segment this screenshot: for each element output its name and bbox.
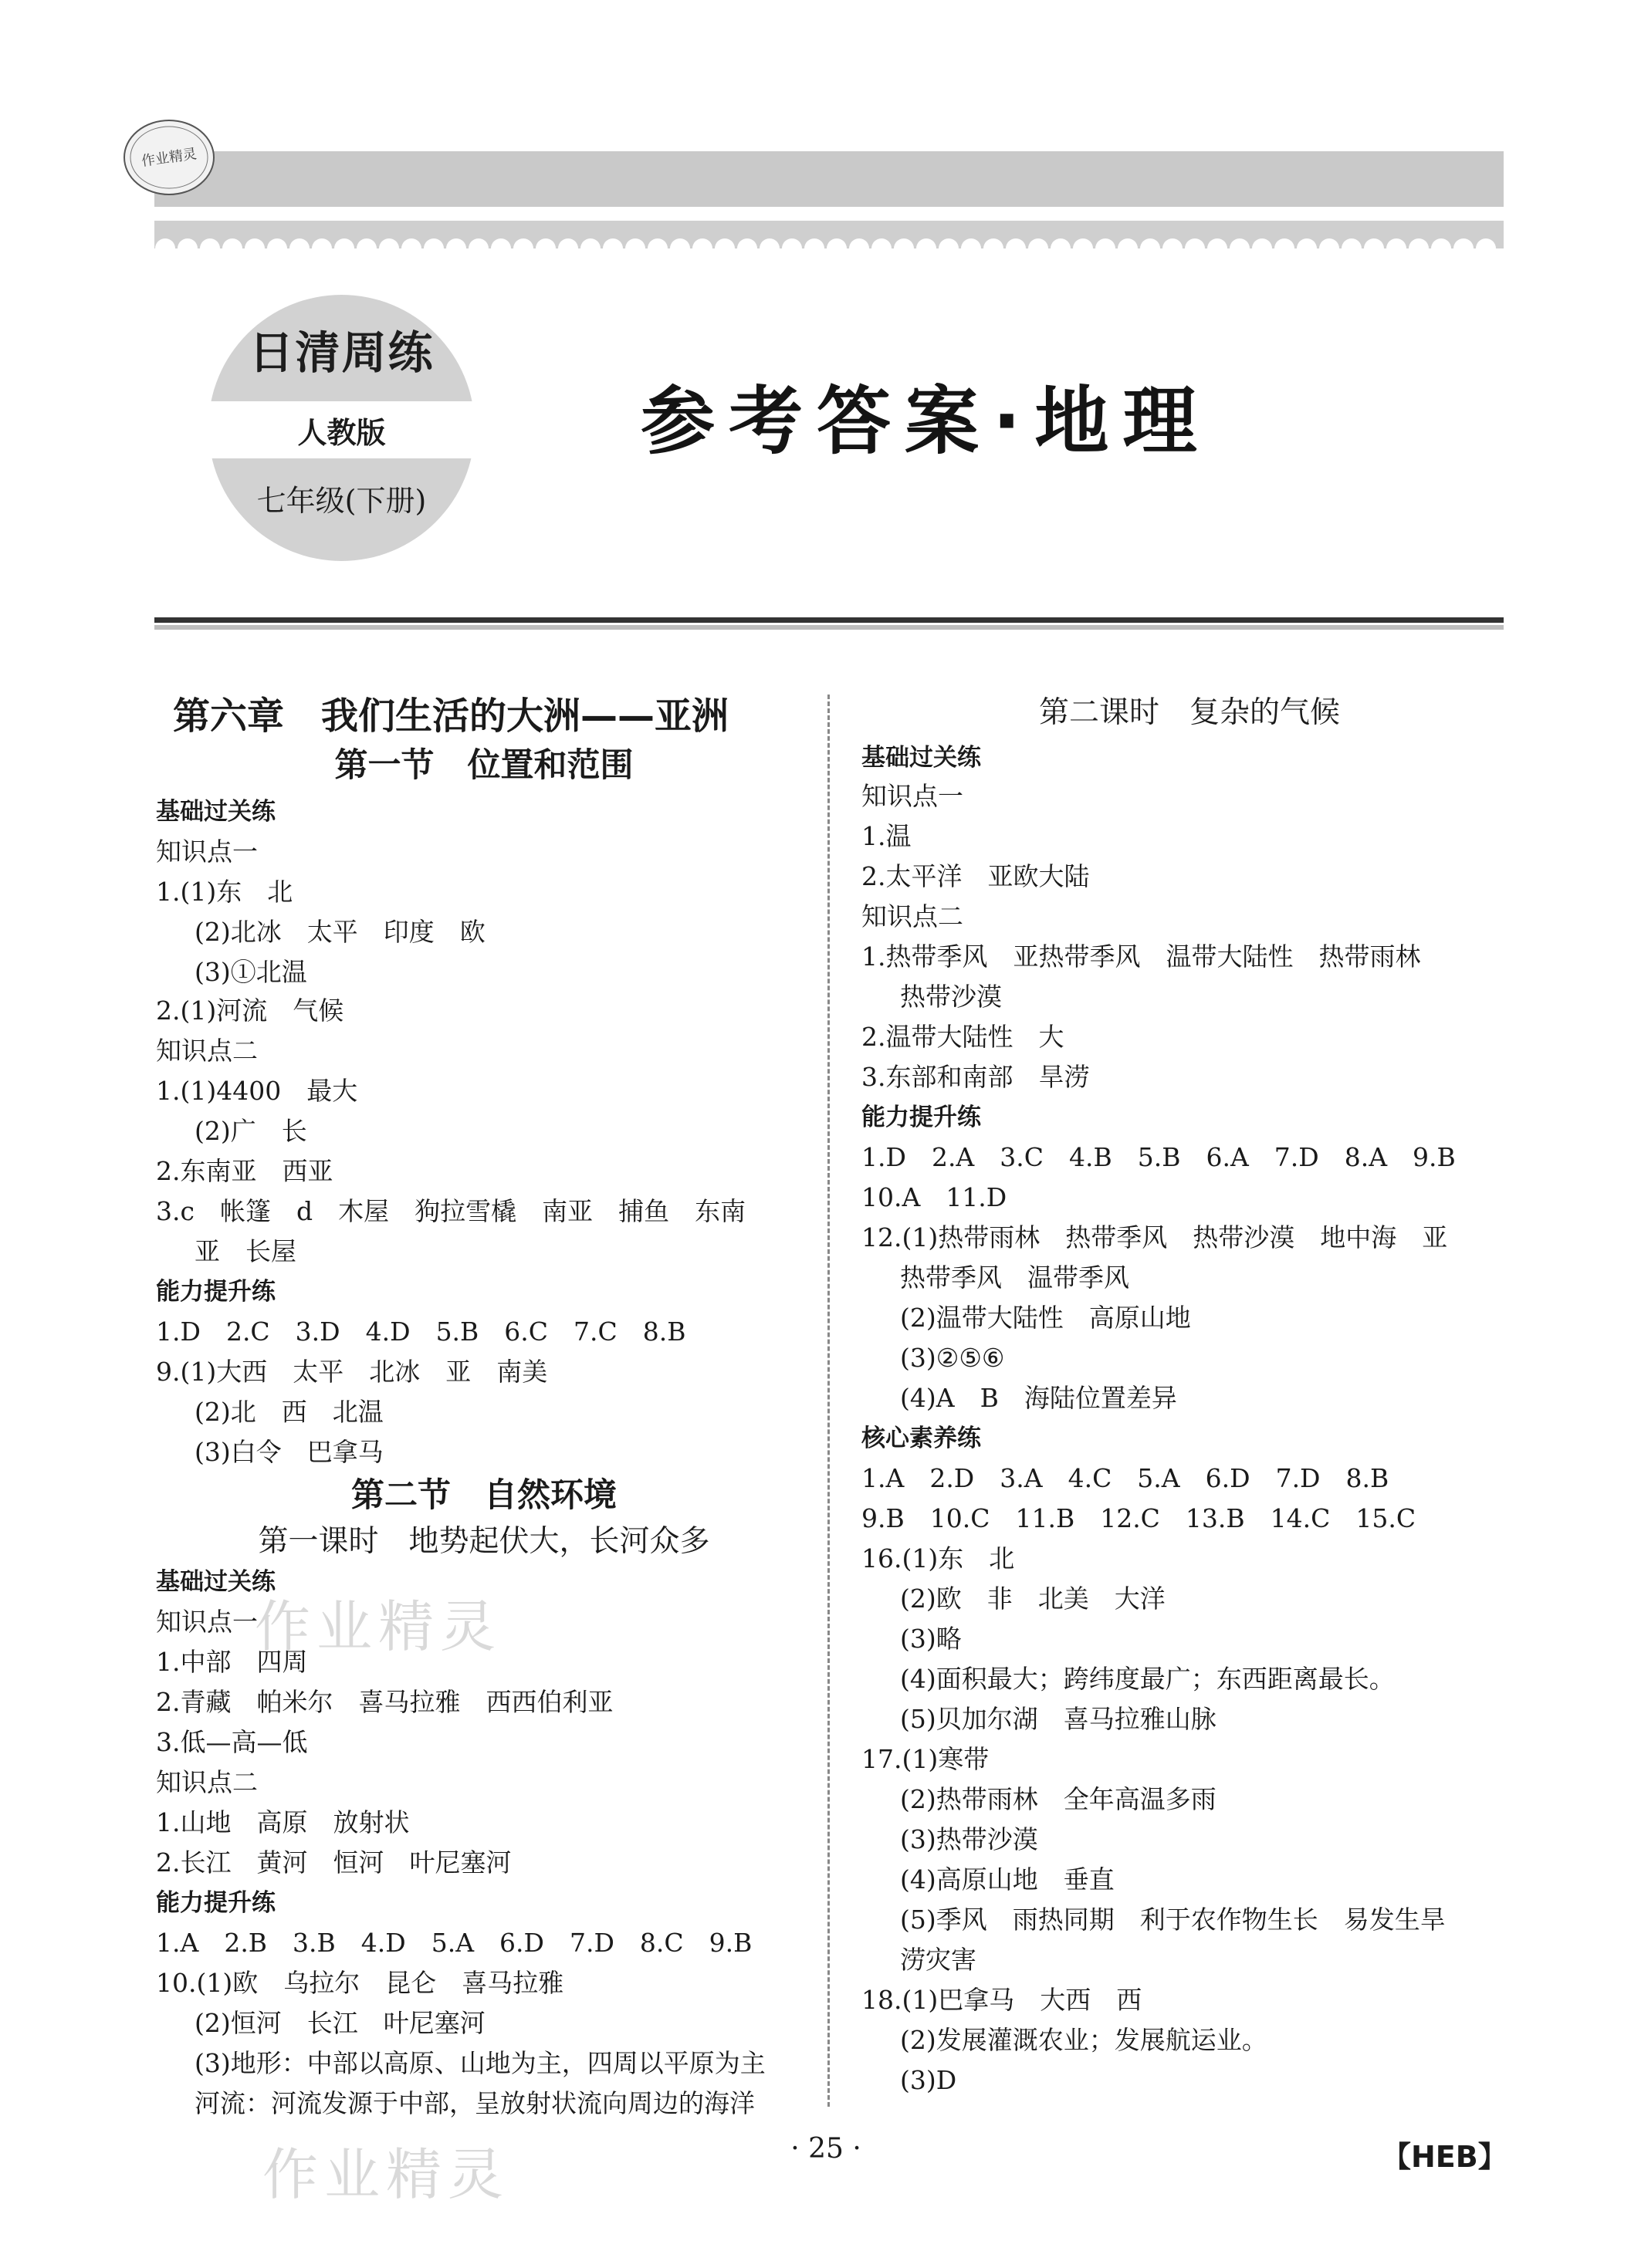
right_column-indent-line: (3)②⑤⑥ — [900, 1343, 1005, 1373]
right_column-indent-line: (2)温带大陆性 高原山地 — [900, 1303, 1191, 1333]
header-rule-shadow — [154, 625, 1504, 630]
right_column-text-line: 1.温 — [861, 821, 912, 851]
right_column-text-line: 1.热带季风 亚热带季风 温带大陆性 热带雨林 — [861, 941, 1421, 972]
left_column-text-line: 1.(1)4400 最大 — [156, 1076, 358, 1106]
right_column-text-line: 16.(1)东 北 — [861, 1543, 1015, 1573]
left_column-text-line: 知识点二 — [156, 1767, 258, 1797]
right_column-sub-line: 核心素养练 — [861, 1425, 981, 1452]
right_column-indent-line: (3)略 — [900, 1624, 962, 1654]
left_column-sub-line: 基础过关练 — [156, 1568, 276, 1596]
column-divider — [827, 695, 830, 2107]
right_column-indent-line: (4)面积最大；跨纬度最广；东西距离最长。 — [900, 1664, 1395, 1694]
left_column-text-line: 1.D 2.C 3.D 4.D 5.B 6.C 7.C 8.B — [156, 1317, 686, 1347]
left_column-text-line: 2.(1)河流 气候 — [156, 995, 344, 1026]
edition-code: 【HEB】 — [1382, 2140, 1507, 2174]
left_column-indent-line: (2)恒河 长江 叶尼塞河 — [195, 2008, 486, 2038]
badge-brand: 日清周练 — [249, 326, 435, 379]
right_column-text-line: 知识点二 — [861, 901, 963, 931]
watermark: 作业精灵 — [262, 2142, 510, 2207]
right_column-sub-line: 能力提升练 — [861, 1104, 981, 1131]
right_column-sub-line: 基础过关练 — [861, 744, 981, 772]
right_column-indent-line: 涝灾害 — [900, 1945, 976, 1975]
right_column-indent-line: 热带沙漠 — [900, 982, 1002, 1012]
left_column-indent-line: (2)北 西 北温 — [195, 1397, 384, 1427]
right_column-indent-line: (2)热带雨林 全年高温多雨 — [900, 1784, 1216, 1814]
left_column-sub-line: 能力提升练 — [156, 1278, 276, 1306]
right_column-text-line: 知识点一 — [861, 781, 963, 811]
left_column-text-line: 1.山地 高原 放射状 — [156, 1807, 410, 1837]
right_column-indent-line: (3)热带沙漠 — [900, 1824, 1038, 1854]
right_column-text-line: 3.东部和南部 旱涝 — [861, 1062, 1090, 1092]
left_column-text-line: 3.c 帐篷 d 木屋 狗拉雪橇 南亚 捕鱼 东南 — [156, 1196, 746, 1226]
left_column-lesson-line: 第一课时 地势起伏大，长河众多 — [258, 1524, 710, 1559]
right_column-text-line: 2.太平洋 亚欧大陆 — [861, 861, 1090, 891]
badge-grade: 七年级(下册) — [256, 484, 427, 518]
left_column-text-line: 2.长江 黄河 恒河 叶尼塞河 — [156, 1847, 512, 1878]
right_column-indent-line: (5)贝加尔湖 喜马拉雅山脉 — [900, 1704, 1216, 1734]
left_column-indent-line: (3)地形：中部以高原、山地为主，四周以平原为主 — [195, 2048, 766, 2078]
right_column-indent-line: (5)季风 雨热同期 利于农作物生长 易发生旱 — [900, 1905, 1446, 1935]
right_column-text-line: 17.(1)寒带 — [861, 1744, 990, 1774]
page-title: 参考答案·地理 — [641, 378, 1211, 465]
svg-text:作业精灵: 作业精灵 — [140, 146, 198, 170]
left_column-text-line: 9.(1)大西 太平 北冰 亚 南美 — [156, 1357, 548, 1387]
right_column-text-line: 9.B 10.C 11.B 12.C 13.B 14.C 15.C — [861, 1503, 1416, 1533]
left_column-text-line: 1.中部 四周 — [156, 1647, 308, 1677]
watermark: 作业精灵 — [255, 1594, 502, 1659]
page-number: · 25 · — [790, 2133, 861, 2165]
left_column-text-line: 10.(1)欧 乌拉尔 昆仑 喜马拉雅 — [156, 1968, 564, 1998]
right_column-text-line: 12.(1)热带雨林 热带季风 热带沙漠 地中海 亚 — [861, 1222, 1448, 1252]
right_column-indent-line: (3)D — [900, 2065, 957, 2095]
header-grey-band — [154, 151, 1504, 207]
right_column-indent-line: (2)欧 非 北美 大洋 — [900, 1584, 1166, 1614]
badge-edition: 人教版 — [297, 416, 386, 450]
right_column-indent-line: 热带季风 温带季风 — [900, 1262, 1129, 1293]
right_column-lesson-line: 第二课时 复杂的气候 — [1038, 695, 1340, 730]
left_column-text-line: 1.A 2.B 3.B 4.D 5.A 6.D 7.D 8.C 9.B — [156, 1928, 753, 1958]
left_column-text-line: 1.(1)东 北 — [156, 877, 293, 907]
left_column-text-line: 知识点一 — [156, 837, 258, 867]
right_column-text-line: 1.A 2.D 3.A 4.C 5.A 6.D 7.D 8.B — [861, 1463, 1389, 1493]
left_column-text-line: 知识点一 — [156, 1607, 258, 1637]
left_column-indent-line: (2)广 长 — [195, 1116, 307, 1146]
left_column-indent-line: (2)北冰 太平 印度 欧 — [195, 917, 486, 947]
header-scallop-border — [154, 221, 1504, 248]
left_column-text-line: 3.低—高—低 — [156, 1727, 308, 1757]
seal-logo — [117, 111, 221, 204]
left_column-indent-line: 河流：河流发源于中部，呈放射状流向周边的海洋 — [195, 2088, 755, 2118]
left_column-text-line: 2.青藏 帕米尔 喜马拉雅 西西伯利亚 — [156, 1687, 614, 1717]
header-rule — [154, 617, 1504, 623]
left_column-section-line: 第一节 位置和范围 — [334, 746, 634, 785]
right_column-text-line: 10.A 11.D — [861, 1182, 1007, 1212]
left_column-indent-line: 亚 长屋 — [195, 1236, 296, 1266]
right_column-indent-line: (4)高原山地 垂直 — [900, 1864, 1115, 1895]
left_column-chapter-line: 第六章 我们生活的大洲——亚洲 — [173, 695, 729, 738]
right_column-indent-line: (4)A B 海陆位置差异 — [900, 1383, 1177, 1413]
right_column-indent-line: (2)发展灌溉农业；发展航运业。 — [900, 2025, 1267, 2055]
left_column-indent-line: (3)白令 巴拿马 — [195, 1437, 384, 1467]
left_column-text-line: 2.东南亚 西亚 — [156, 1156, 333, 1186]
right_column-text-line: 1.D 2.A 3.C 4.B 5.B 6.A 7.D 8.A 9.B — [861, 1142, 1456, 1172]
right_column-text-line: 18.(1)巴拿马 大西 西 — [861, 1985, 1142, 2015]
left_column-text-line: 知识点二 — [156, 1036, 258, 1066]
right_column-text-line: 2.温带大陆性 大 — [861, 1022, 1064, 1052]
left_column-sub-line: 基础过关练 — [156, 798, 276, 826]
left_column-indent-line: (3)①北温 — [195, 957, 307, 987]
left_column-section-line: 第二节 自然环境 — [351, 1476, 617, 1515]
left_column-sub-line: 能力提升练 — [156, 1889, 276, 1917]
